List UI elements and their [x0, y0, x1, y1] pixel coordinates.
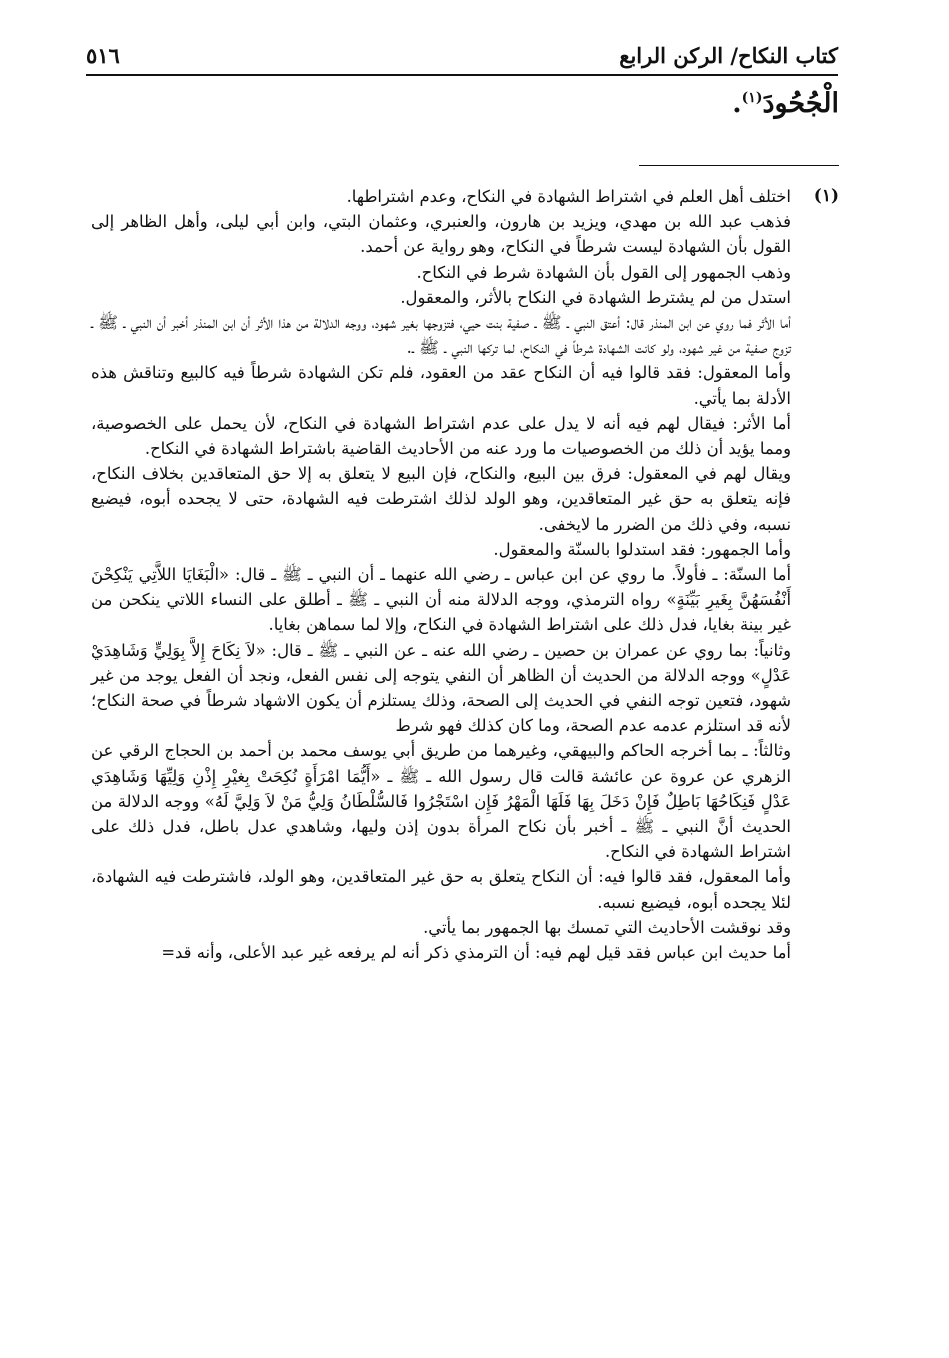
footnote-paragraph: اختلف أهل العلم في اشتراط الشهادة في النكاح، وعدم اشتراطها.	[346, 187, 791, 206]
footnote-paragraph: فذهب عبد الله بن مهدي، ويزيد بن هارون، والعنبري، وعثمان البتي، وابن أبي ليلى، وأهل الظاهر إلى القول بأن الشهادة ليست شرطاً في النكاح، وهو رواية عن أحمد.	[91, 212, 791, 257]
main-text-word: الْجُحُودَ	[762, 88, 839, 119]
footnote-paragraph: أما السنّة: ـ فأولاً. ما روي عن ابن عباس ـ رضي الله عنهما ـ أن النبي ـ ﷺ ـ قال: «الْبَغَايَا اللاَّتِي يَنْكِحْنَ أَنْفُسَهُنَّ بِغَيرِ بَيِّنَةٍ» رواه الترمذي، ووجه الدلالة منه أن النبي ـ ﷺ ـ أطلق على النساء اللاتي ينكحن من غير بينة بغايا، فدل ذلك على اشتراط الشهادة في النكاح، وإلا لما سماهن بغايا.	[91, 565, 791, 635]
footnote-reference: (١)	[741, 90, 763, 106]
page-header	[86, 30, 838, 76]
footnote-paragraph: وأما الجمهور: فقد استدلوا بالسنّة والمعقول.	[493, 539, 791, 559]
footnote-separator	[639, 165, 839, 166]
footnote-paragraph: وأما المعقول: فقد قالوا فيه أن النكاح عقد من العقود، فلم تكن الشهادة شرطاً فيه كالبيع وتناقش هذه الأدلة بما يأتي.	[91, 363, 791, 408]
main-text	[732, 88, 839, 119]
footnote-paragraph: ويقال لهم في المعقول: فرق بين البيع، والنكاح، فإن البيع لا يتعلق به إلا حق المتعاقدين بخلاف النكاح، فإنه يتعلق به حق غير المتعاقدين، وهو الولد لذلك اشترطت فيه الشهادة، حتى لا يجحده أبوه، فيضيع نسبه، وفي ذلك من الضرر ما لايخفى.	[91, 464, 791, 534]
footnote-paragraph: وأما المعقول، فقد قالوا فيه: أن النكاح يتعلق به حق غير المتعاقدين، وهو الولد، فاشترطت فيه الشهادة، لئلا يجحده أبوه، فيضيع نسبه.	[91, 867, 791, 912]
main-text-end: .	[732, 88, 742, 119]
footnote-body	[91, 184, 791, 965]
footnote-paragraph: وثانياً: بما روي عن عمران بن حصين ـ رضي الله عنه ـ عن النبي ـ ﷺ ـ قال: «لاَ نِكَاحَ إِلاَّ بِوَلِيٍّ وَشَاهِدَيْ عَدْلٍ» ووجه الدلالة من الحديث أن الظاهر أن النفي يتوجه إلى نفس الفعل، ونجد أن الفعل يوجد من غير شهود، فتعين توجه النفي في الحديث إلى الصحة، وذلك يستلزم أن يكون الاشهاد شرطاً في صحة النكاح؛ لأنه قد استلزم عدمه عدم الصحة، وما كان كذلك فهو شرط	[91, 640, 791, 736]
footnote-paragraph: وقد نوقشت الأحاديث التي تمسك بها الجمهور بما يأتي.	[423, 917, 791, 937]
footnote-paragraph: أما الأثر فما روي عن ابن المنذر قال: أعتق النبي ـ ﷺ ـ صفية بنت حيي، فتزوجها بغير شهود، ووجه الدلالة من هذا الأثر أن ابن المنذر أخبر أن النبي ـ ﷺ ـ تزوج صفية من غير شهود، ولو كانت الشهادة شرطاً في النكاح، لما تركها النبي ـ ﷺ ـ.	[91, 313, 791, 358]
footnote-paragraph: وذهب الجمهور إلى القول بأن الشهادة شرط في النكاح.	[416, 262, 791, 282]
footnote-paragraph: وثالثاً: ـ بما أخرجه الحاكم والبيهقي، وغيرهما من طريق أبي يوسف محمد بن أحمد بن الحجاج الرقي عن الزهري عن عروة عن عائشة قالت قال رسول الله ـ ﷺ ـ «أَيُّمَا امْرَأَةٍ نُكِحَتْ بِغيْرِ إِذْنِ وَلِيِّهَا وَشَاهِدَي عَدْلٍ فَنِكَاحُهَا بَاطِلٌ فَإِنْ دَخَلَ بِهَا فَلَهَا الْمَهْرُ فَإِن اسْتَجْرُوا فَالسُّلْطَانُ وَلِيُّ مَنْ لاَ وَلِيَّ لَهُ» ووجه الدلالة من الحديث أنَّ النبي ـ ﷺ ـ أخبر بأن نكاح المرأة بدون إذن وليها، وشاهدي عدل باطل، فدل ذلك على اشتراط الشهادة في النكاح.	[91, 741, 791, 862]
footnote-marker: (١)	[813, 186, 839, 206]
footnote-paragraph: أما الأثر: فيقال لهم فيه أنه لا يدل على عدم اشتراط الشهادة في النكاح، لأن يحمل على الخصوصية، ومما يؤيد أن ذلك من الخصوصيات ما ورد عنه من الأحاديث القاضية باشتراط الشهادة في النكاح.	[91, 413, 791, 459]
page-number: ٥١٦	[86, 43, 120, 68]
footnote-paragraph: استدل من لم يشترط الشهادة في النكاح بالأثر، والمعقول.	[400, 287, 791, 307]
running-title: كتاب النكاح/ الركن الرابع	[619, 43, 838, 68]
footnote-paragraph: أما حديث ابن عباس فقد قيل لهم فيه: أن الترمذي ذكر أنه لم يرفعه غير عبد الأعلى، وأنه قد=	[161, 943, 791, 963]
